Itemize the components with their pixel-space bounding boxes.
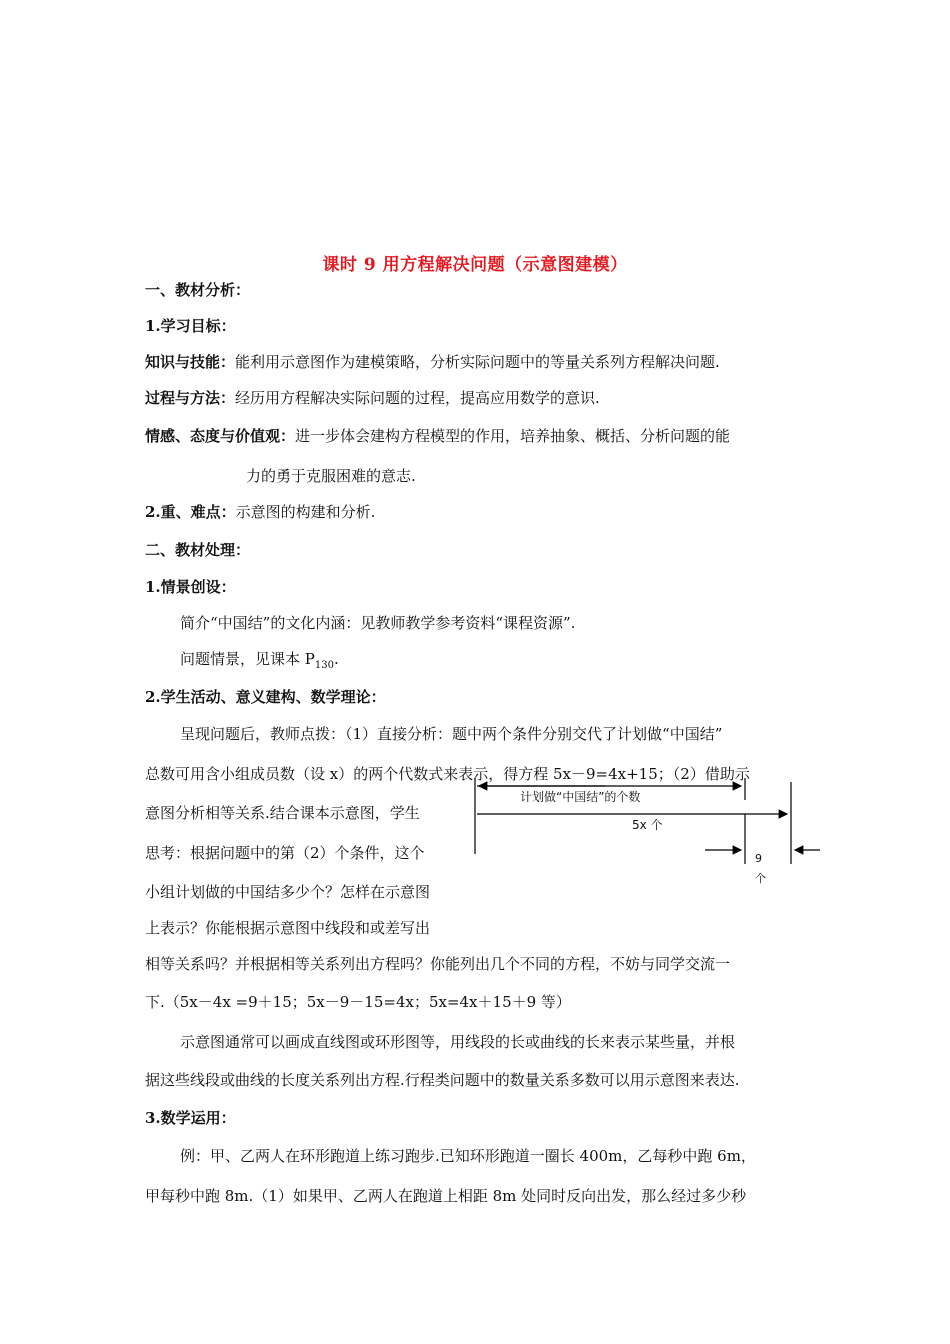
paragraph-line: 小组计划做的中国结多少个？怎样在示意图: [145, 883, 431, 901]
goal-process-label: 过程与方法：: [145, 389, 236, 407]
goal-attitude-text-b: 力的勇于克服困难的意志.: [246, 467, 416, 485]
paragraph-line: 意图分析相等关系.结合课本示意图，学生: [145, 804, 420, 822]
page-title: 课时 9 用方程解决问题（示意图建模）: [322, 255, 628, 275]
key-points: [145, 502, 375, 522]
paragraph-line: 下.（5x－4x =9＋15；5x－9－15=4x；5x=4x＋15＋9 等）: [145, 993, 571, 1011]
goal-process-text: 经历用方程解决实际问题的过程，提高应用数学的意识.: [235, 389, 600, 407]
paragraph-line: 总数可用含小组成员数（设 x）的两个代数式来表示，得方程 5x－9=4x+15；（2）借助示: [145, 765, 750, 783]
diagram-label-planned: 计划做“中国结”的个数: [517, 788, 643, 805]
goal-attitude-text-a: 进一步体会建构方程模型的作用，培养抽象、概括、分析问题的能: [295, 427, 731, 445]
intro-line-2: [180, 649, 339, 676]
paragraph-line: 据这些线段或曲线的长度关系列出方程.行程类问题中的数量关系多数可以用示意图来表达.: [145, 1071, 740, 1089]
goal-knowledge-label: 知识与技能：: [145, 353, 236, 371]
example-line-2: 甲每秒中跑 8m.（1）如果甲、乙两人在跑道上相距 8m 处同时反向出发，那么经过多少秒: [145, 1187, 747, 1205]
diagram-label-5x: 5x 个: [629, 816, 666, 833]
diagram-label-9: 9: [755, 852, 762, 865]
subsection-application: 3.数学运用：: [145, 1109, 236, 1127]
goal-process: [145, 388, 600, 408]
segment-diagram: [465, 772, 825, 892]
subsection-activity: 2.学生活动、意义建构、数学理论：: [145, 688, 386, 706]
goal-attitude: [145, 426, 730, 446]
section-heading-2: 二、教材处理：: [145, 541, 251, 559]
paragraph-line: 思考：根据问题中的第（2）个条件，这个: [145, 844, 425, 862]
intro-line-2-text: 问题情景，见课本 P: [180, 650, 315, 668]
goal-knowledge-text: 能利用示意图作为建模策略，分析实际问题中的等量关系列方程解决问题.: [235, 353, 720, 371]
intro-page-number: 130: [314, 660, 334, 671]
subsection-goals: 1.学习目标：: [145, 317, 236, 335]
goal-attitude-label: 情感、态度与价值观：: [145, 427, 296, 445]
intro-line-1: 简介“中国结”的文化内涵：见教师教学参考资料“课程资源”.: [180, 614, 576, 632]
subsection-scenario: 1.情景创设：: [145, 578, 236, 596]
paragraph-line: 相等关系吗？并根据相等关系列出方程吗？你能列出几个不同的方程，不妨与同学交流一: [145, 955, 731, 973]
paragraph-line: 上表示？你能根据示意图中线段和或差写出: [145, 919, 431, 937]
diagram-label-ge: 个: [755, 872, 766, 885]
paragraph-line: 呈现问题后，教师点拨：（1）直接分析：题中两个条件分别交代了计划做“中国结”: [180, 725, 723, 743]
paragraph-line: 示意图通常可以画成直线图或环形图等，用线段的长或曲线的长来表示某些量，并根: [180, 1033, 736, 1051]
key-points-label: 2.重、难点：: [145, 503, 236, 521]
section-heading-1: 一、教材分析：: [145, 281, 251, 299]
intro-line-2-end: .: [333, 650, 339, 668]
key-points-text: 示意图的构建和分析.: [235, 503, 376, 521]
example-line-1: 例：甲、乙两人在环形跑道上练习跑步.已知环形跑道一圈长 400m，乙每秒中跑 6m，: [180, 1147, 756, 1165]
goal-knowledge: [145, 352, 720, 372]
